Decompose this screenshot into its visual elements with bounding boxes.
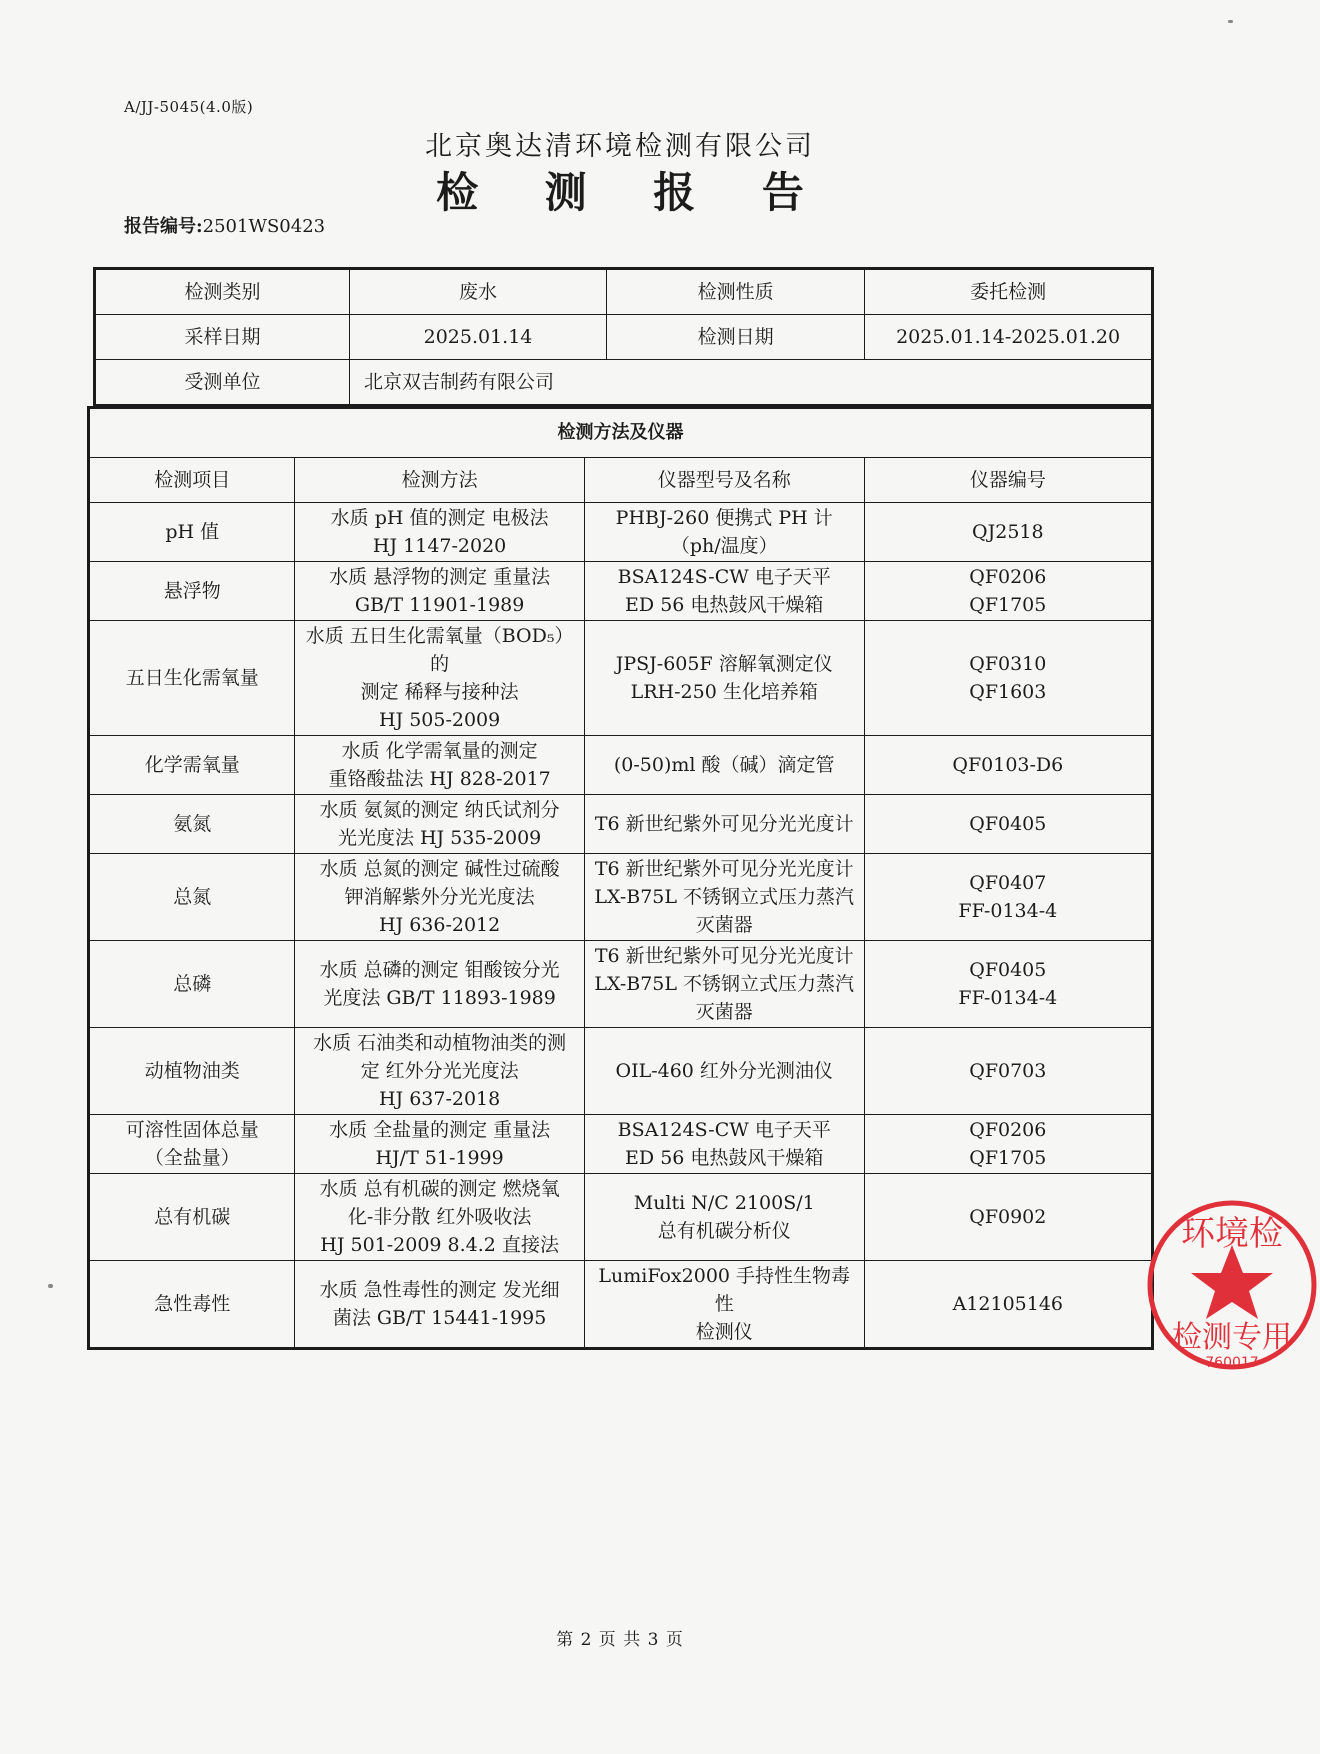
test-item-line: 总氮: [173, 886, 212, 908]
instrument-name: [584, 562, 864, 621]
test-method-line: 测定 稀释与接种法: [360, 681, 519, 703]
test-item: [89, 1261, 295, 1349]
instrument-name-line: JPSJ-605F 溶解氧测定仪: [615, 653, 833, 675]
instrument-name: [584, 795, 864, 854]
seal-number: 760017: [1205, 1355, 1259, 1371]
method-row: [89, 503, 1153, 562]
scan-speck: [1228, 20, 1233, 23]
instrument-name: [584, 941, 864, 1028]
test-item-line: 悬浮物: [163, 580, 221, 602]
instrument-name-line: （ph/温度）: [670, 535, 778, 557]
test-method-line: HJ 505-2009: [378, 709, 501, 731]
column-header: 仪器编号: [864, 458, 1152, 503]
instrument-id: [864, 941, 1152, 1028]
report-number-label: 报告编号:: [124, 216, 203, 237]
instrument-id: [864, 562, 1152, 621]
test-item-line: 五日生化需氧量: [125, 667, 259, 689]
instrument-id: [864, 1174, 1152, 1261]
instrument-name-line: T6 新世纪紫外可见分光光度计: [594, 813, 854, 835]
instrument-name-line: 总有机碳分析仪: [657, 1220, 791, 1242]
instrument-id-line: QF1705: [969, 1147, 1047, 1169]
test-method-line: 水质 氨氮的测定 纳氏试剂分: [319, 799, 560, 821]
test-method-line: HJ/T 51-1999: [375, 1147, 504, 1169]
test-method-line: 水质 全盐量的测定 重量法: [329, 1119, 551, 1141]
test-method-line: 钾消解紫外分光光度法: [344, 886, 535, 908]
method-row: [89, 795, 1153, 854]
test-method: [295, 1261, 584, 1349]
instrument-name-line: ED 56 电热鼓风干燥箱: [625, 1147, 824, 1169]
section-title-row: [89, 408, 1153, 458]
test-date-value: 2025.01.14-2025.01.20: [865, 315, 1153, 360]
method-row: [89, 736, 1153, 795]
instrument-name: [584, 736, 864, 795]
test-method-line: 水质 急性毒性的测定 发光细: [319, 1279, 560, 1301]
test-method-line: 水质 总有机碳的测定 燃烧氧: [319, 1178, 560, 1200]
method-row: [89, 1174, 1153, 1261]
instrument-name-line: LRH-250 生化培养箱: [630, 681, 818, 703]
test-method-line: 菌法 GB/T 15441-1995: [332, 1307, 547, 1329]
seal-text-top: 环境检: [1181, 1214, 1283, 1254]
instrument-id-line: QF0902: [969, 1206, 1047, 1228]
instrument-name-line: 灭菌器: [695, 914, 753, 936]
instrument-name-line: 灭菌器: [695, 1001, 753, 1023]
instrument-name-line: BSA124S-CW 电子天平: [617, 566, 831, 588]
test-item: [89, 854, 295, 941]
column-header: 检测方法: [295, 458, 584, 503]
test-item: [89, 736, 295, 795]
document-code: A/JJ-5045(4.0版): [124, 98, 254, 116]
instrument-id-line: FF-0134-4: [958, 987, 1058, 1009]
test-item-line: pH 值: [165, 521, 220, 543]
test-item-line: 可溶性固体总量: [125, 1119, 259, 1141]
test-method: [295, 1115, 584, 1174]
test-item-line: 总有机碳: [154, 1206, 231, 1228]
sample-date-label: 采样日期: [95, 315, 350, 360]
instrument-name-line: Multi N/C 2100S/1: [633, 1192, 815, 1214]
method-row: [89, 941, 1153, 1028]
instrument-id-line: QF1705: [969, 594, 1047, 616]
column-header: 仪器型号及名称: [584, 458, 864, 503]
instrument-name: [584, 503, 864, 562]
method-row: [89, 1028, 1153, 1115]
test-method: [295, 795, 584, 854]
instrument-name-line: 检测仪: [695, 1321, 753, 1343]
test-method-line: 水质 五日生化需氧量（BOD₅）的: [305, 625, 574, 675]
sample-date-value: 2025.01.14: [349, 315, 606, 360]
instrument-id-line: QF0405: [969, 959, 1047, 981]
instrument-name: [584, 1028, 864, 1115]
test-item: [89, 1028, 295, 1115]
method-row: [89, 1115, 1153, 1174]
method-row: [89, 562, 1153, 621]
test-method: [295, 621, 584, 736]
test-method-line: 水质 pH 值的测定 电极法: [330, 507, 549, 529]
page-number: 第 2 页 共 3 页: [556, 1630, 684, 1650]
instrument-name-line: (0-50)ml 酸（碱）滴定管: [613, 754, 835, 776]
test-method-line: 水质 总磷的测定 钼酸铵分光: [319, 959, 560, 981]
test-method-line: 光度法 GB/T 11893-1989: [323, 987, 556, 1009]
instrument-id-line: QF0405: [969, 813, 1047, 835]
info-table: [93, 267, 1154, 407]
instrument-name: [584, 854, 864, 941]
instrument-id-line: QF0103-D6: [952, 754, 1064, 776]
instrument-id: [864, 503, 1152, 562]
instrument-id: [864, 736, 1152, 795]
test-item: [89, 562, 295, 621]
test-item: [89, 941, 295, 1028]
instrument-id-line: QF0703: [969, 1060, 1047, 1082]
test-method-line: 水质 石油类和动植物油类的测: [313, 1032, 567, 1054]
test-item: [89, 621, 295, 736]
test-method-line: 化-非分散 红外吸收法: [347, 1206, 532, 1228]
company-name: 北京奥达清环境检测有限公司: [425, 131, 815, 162]
test-method-line: HJ 637-2018: [378, 1088, 501, 1110]
test-item: [89, 503, 295, 562]
seal-text-bottom: 检测专用: [1172, 1320, 1292, 1355]
instrument-id: [864, 1261, 1152, 1349]
info-row: [95, 315, 1153, 360]
instrument-name: [584, 621, 864, 736]
test-item-line: 总磷: [173, 973, 212, 995]
instrument-id-line: QF0310: [969, 653, 1047, 675]
instrument-name-line: T6 新世纪紫外可见分光光度计: [594, 945, 854, 967]
instrument-id: [864, 1115, 1152, 1174]
test-item: [89, 1115, 295, 1174]
instrument-id-line: QF0206: [969, 1119, 1047, 1141]
test-method: [295, 854, 584, 941]
test-method: [295, 1174, 584, 1261]
report-title: 检 测 报 告: [436, 168, 830, 217]
instrument-name-line: LumiFox2000 手持性生物毒性: [598, 1265, 851, 1315]
instrument-id: [864, 621, 1152, 736]
client-label: 受测单位: [95, 360, 350, 406]
test-item-line: 急性毒性: [154, 1293, 231, 1315]
test-method: [295, 941, 584, 1028]
instrument-name-line: LX-B75L 不锈钢立式压力蒸汽: [594, 973, 855, 995]
test-method-line: 水质 悬浮物的测定 重量法: [329, 566, 551, 588]
instrument-id: [864, 1028, 1152, 1115]
test-method-line: GB/T 11901-1989: [354, 594, 525, 616]
info-row: [95, 269, 1153, 315]
test-method: [295, 736, 584, 795]
test-item: [89, 795, 295, 854]
test-method-line: HJ 636-2012: [378, 914, 501, 936]
test-method-line: 重铬酸盐法 HJ 828-2017: [328, 768, 551, 790]
instrument-id-line: QF0206: [969, 566, 1047, 588]
methods-table: [87, 406, 1154, 1350]
instrument-name: [584, 1174, 864, 1261]
test-item-line: （全盐量）: [144, 1147, 240, 1169]
test-method: [295, 562, 584, 621]
instrument-id-line: QF1603: [969, 681, 1047, 703]
nature-label: 检测性质: [607, 269, 865, 315]
test-method-line: 定 红外分光光度法: [360, 1060, 519, 1082]
info-row: [95, 360, 1153, 406]
test-method-line: 光光度法 HJ 535-2009: [337, 827, 542, 849]
test-item-line: 化学需氧量: [144, 754, 240, 776]
test-method: [295, 1028, 584, 1115]
report-number-value: 2501WS0423: [202, 216, 326, 237]
instrument-id-line: QF0407: [969, 872, 1047, 894]
instrument-name: [584, 1115, 864, 1174]
test-method-line: 水质 总氮的测定 碱性过硫酸: [319, 858, 560, 880]
instrument-name: [584, 1261, 864, 1349]
test-item-line: 氨氮: [173, 813, 212, 835]
instrument-name-line: T6 新世纪紫外可见分光光度计: [594, 858, 854, 880]
type-value: 废水: [349, 269, 606, 315]
test-method: [295, 503, 584, 562]
test-date-label: 检测日期: [607, 315, 865, 360]
test-method-line: HJ 501-2009 8.4.2 直接法: [320, 1234, 559, 1256]
nature-value: 委托检测: [865, 269, 1153, 315]
instrument-name-line: OIL-460 红外分光测油仪: [615, 1060, 833, 1082]
method-row: [89, 1261, 1153, 1349]
section-title: 检测方法及仪器: [89, 408, 1153, 458]
instrument-name-line: ED 56 电热鼓风干燥箱: [625, 594, 824, 616]
instrument-name-line: LX-B75L 不锈钢立式压力蒸汽: [594, 886, 855, 908]
seal-star: [1191, 1245, 1273, 1319]
test-item: [89, 1174, 295, 1261]
instrument-name-line: PHBJ-260 便携式 PH 计: [615, 507, 833, 529]
instrument-id-line: FF-0134-4: [958, 900, 1058, 922]
test-method-line: HJ 1147-2020: [372, 535, 507, 557]
method-row: [89, 621, 1153, 736]
column-header-row: [89, 458, 1153, 503]
scan-speck: [48, 1284, 53, 1288]
instrument-id: [864, 795, 1152, 854]
report-number: [124, 212, 325, 238]
test-method-line: 水质 化学需氧量的测定: [341, 740, 538, 762]
method-row: [89, 854, 1153, 941]
official-seal: [1140, 1195, 1320, 1375]
column-header: 检测项目: [89, 458, 295, 503]
instrument-id-line: QJ2518: [972, 521, 1044, 543]
client-value: 北京双吉制药有限公司: [349, 360, 1152, 406]
type-label: 检测类别: [95, 269, 350, 315]
instrument-id: [864, 854, 1152, 941]
instrument-name-line: BSA124S-CW 电子天平: [617, 1119, 831, 1141]
instrument-id-line: A12105146: [952, 1293, 1064, 1315]
test-item-line: 动植物油类: [144, 1060, 240, 1082]
